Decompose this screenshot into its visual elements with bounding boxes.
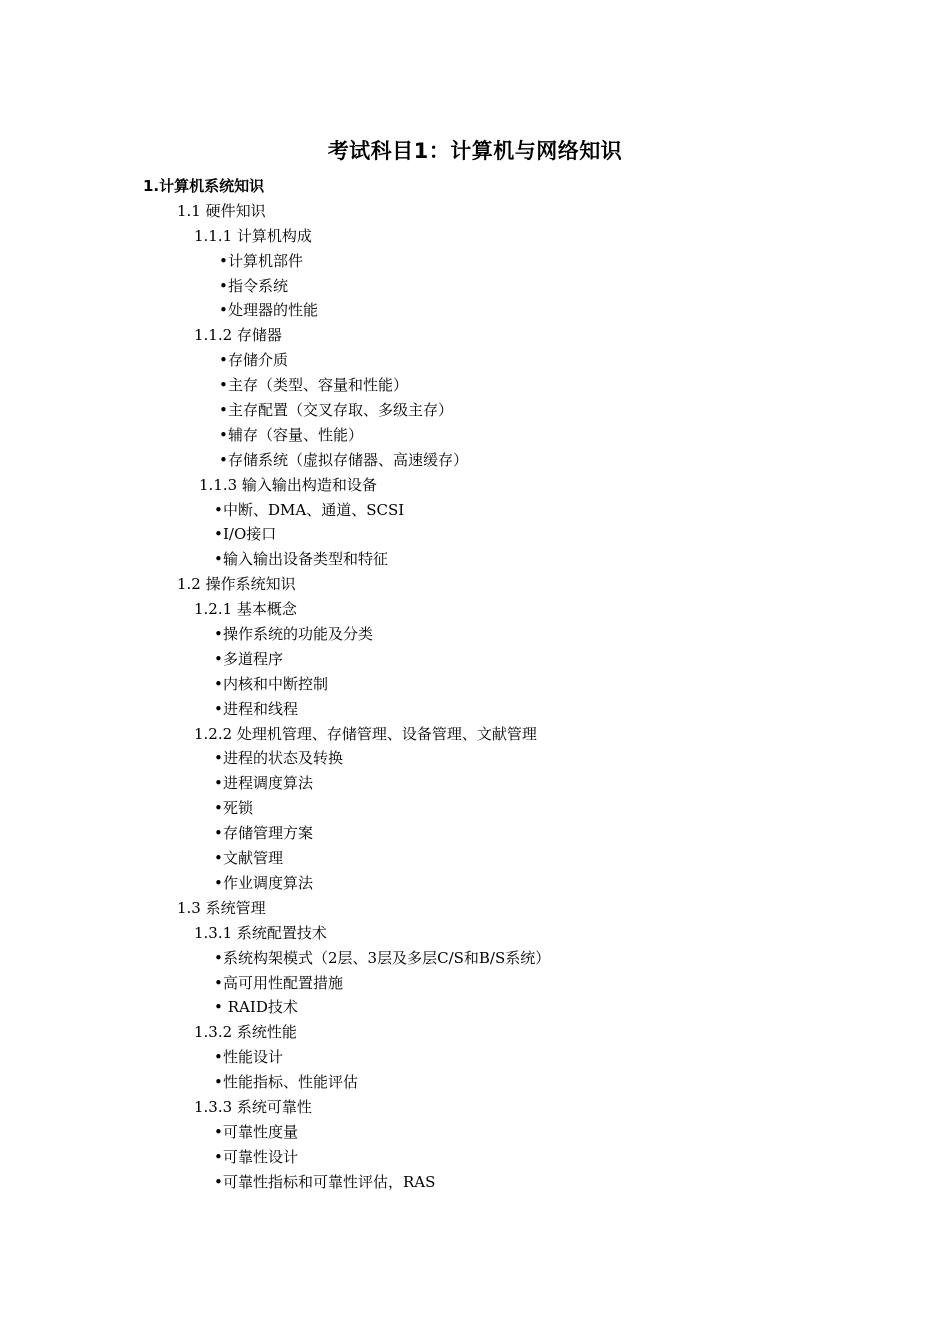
- list-item-text: 主存配置（交叉存取、多级主存）: [228, 401, 454, 420]
- list-item: [0, 995, 950, 1020]
- topic-heading: 1.1.3 输入输出构造和设备: [199, 475, 377, 494]
- list-item: [0, 522, 950, 547]
- list-item-text: 性能指标、性能评估: [223, 1073, 359, 1092]
- list-item-text: 处理器的性能: [228, 301, 319, 320]
- bullet-icon: •: [219, 251, 228, 270]
- list-item: [0, 448, 950, 473]
- bullet-icon: •: [214, 873, 223, 892]
- list-item-text: 多道程序: [223, 649, 284, 668]
- list-item: [0, 647, 950, 672]
- list-item-text: 死锁: [223, 799, 254, 818]
- bullet-icon: •: [214, 1172, 223, 1191]
- list-item: [0, 946, 950, 971]
- list-item-text: 中断、DMA、通道、SCSI: [223, 500, 405, 519]
- list-item: [0, 1145, 950, 1170]
- bullet-icon: •: [214, 774, 223, 793]
- list-item: [0, 796, 950, 821]
- list-item-text: 计算机部件: [228, 251, 304, 270]
- bullet-icon: •: [214, 973, 223, 992]
- topic-heading: 1.3.3 系统可靠性: [194, 1097, 312, 1116]
- list-item: [0, 1045, 950, 1070]
- list-item-text: 文献管理: [223, 849, 284, 868]
- list-item-text: 进程和线程: [223, 699, 299, 718]
- list-item-text: 系统构架模式（2层、3层及多层C/S和B/S系统）: [223, 948, 551, 967]
- list-item-text: 内核和中断控制: [223, 674, 329, 693]
- list-item: [0, 423, 950, 448]
- list-item: [0, 249, 950, 274]
- bullet-icon: •: [219, 425, 228, 444]
- topic-heading: 1.3.2 系统性能: [194, 1023, 297, 1042]
- subsection-heading: 1.1 硬件知识: [177, 201, 266, 220]
- list-item-text: 操作系统的功能及分类: [223, 625, 374, 644]
- topic-heading: 1.1.2 存储器: [194, 326, 282, 345]
- list-item-text: 作业调度算法: [223, 873, 314, 892]
- list-item: [0, 771, 950, 796]
- bullet-icon: •: [214, 1147, 223, 1166]
- list-item-text: 存储介质: [228, 351, 289, 370]
- bullet-icon: •: [214, 525, 223, 544]
- list-item: [0, 746, 950, 771]
- subsection-heading: 1.3 系统管理: [177, 898, 266, 917]
- section-heading: 1.计算机系统知识: [143, 177, 265, 195]
- list-item: [0, 1070, 950, 1095]
- topic-heading: 1.1.1 计算机构成: [194, 226, 312, 245]
- list-item: [0, 622, 950, 647]
- list-item-text: 存储系统（虚拟存储器、高速缓存）: [228, 450, 469, 469]
- bullet-icon: •: [214, 625, 223, 644]
- topic-heading: 1.2.1 基本概念: [194, 600, 297, 619]
- bullet-icon: •: [214, 948, 223, 967]
- list-item: [0, 298, 950, 323]
- list-item-text: I/O接口: [223, 525, 277, 544]
- bullet-icon: •: [214, 824, 223, 843]
- bullet-icon: •: [214, 799, 223, 818]
- bullet-icon: •: [219, 450, 228, 469]
- list-item: [0, 348, 950, 373]
- page-title: 考试科目1：计算机与网络知识: [327, 139, 623, 163]
- list-item-text: 进程调度算法: [223, 774, 314, 793]
- list-item: [0, 274, 950, 299]
- bullet-icon: •: [214, 749, 223, 768]
- list-item: [0, 1120, 950, 1145]
- list-item-text: 输入输出设备类型和特征: [223, 550, 389, 569]
- topic-heading: 1.3.1 系统配置技术: [194, 923, 327, 942]
- bullet-icon: •: [219, 376, 228, 395]
- list-item-text: RAID技术: [223, 998, 298, 1017]
- bullet-icon: •: [219, 276, 228, 295]
- list-item: [0, 398, 950, 423]
- bullet-icon: •: [214, 674, 223, 693]
- list-item: [0, 1170, 950, 1195]
- list-item-text: 指令系统: [228, 276, 289, 295]
- list-item-text: 可靠性指标和可靠性评估，RAS: [223, 1172, 436, 1191]
- list-item: [0, 547, 950, 572]
- bullet-icon: •: [214, 998, 223, 1017]
- bullet-icon: •: [214, 849, 223, 868]
- list-item: [0, 373, 950, 398]
- list-item-text: 高可用性配置措施: [223, 973, 344, 992]
- bullet-icon: •: [214, 699, 223, 718]
- bullet-icon: •: [214, 1073, 223, 1092]
- bullet-icon: •: [214, 1122, 223, 1141]
- list-item-text: 可靠性度量: [223, 1122, 299, 1141]
- subsection-heading: 1.2 操作系统知识: [177, 575, 296, 594]
- bullet-icon: •: [214, 649, 223, 668]
- topic-heading: 1.2.2 处理机管理、存储管理、设备管理、文献管理: [194, 724, 537, 743]
- bullet-icon: •: [219, 301, 228, 320]
- list-item: [0, 971, 950, 996]
- bullet-icon: •: [214, 550, 223, 569]
- list-item-text: 进程的状态及转换: [223, 749, 344, 768]
- list-item: [0, 871, 950, 896]
- list-item-text: 主存（类型、容量和性能）: [228, 376, 409, 395]
- list-item: [0, 821, 950, 846]
- syllabus-outline: [0, 174, 950, 1195]
- bullet-icon: •: [214, 500, 223, 519]
- list-item: [0, 498, 950, 523]
- list-item-text: 可靠性设计: [223, 1147, 299, 1166]
- list-item-text: 存储管理方案: [223, 824, 314, 843]
- bullet-icon: •: [219, 351, 228, 370]
- list-item: [0, 846, 950, 871]
- bullet-icon: •: [219, 401, 228, 420]
- bullet-icon: •: [214, 1048, 223, 1067]
- list-item: [0, 672, 950, 697]
- list-item-text: 辅存（容量、性能）: [228, 425, 364, 444]
- list-item: [0, 697, 950, 722]
- list-item-text: 性能设计: [223, 1048, 284, 1067]
